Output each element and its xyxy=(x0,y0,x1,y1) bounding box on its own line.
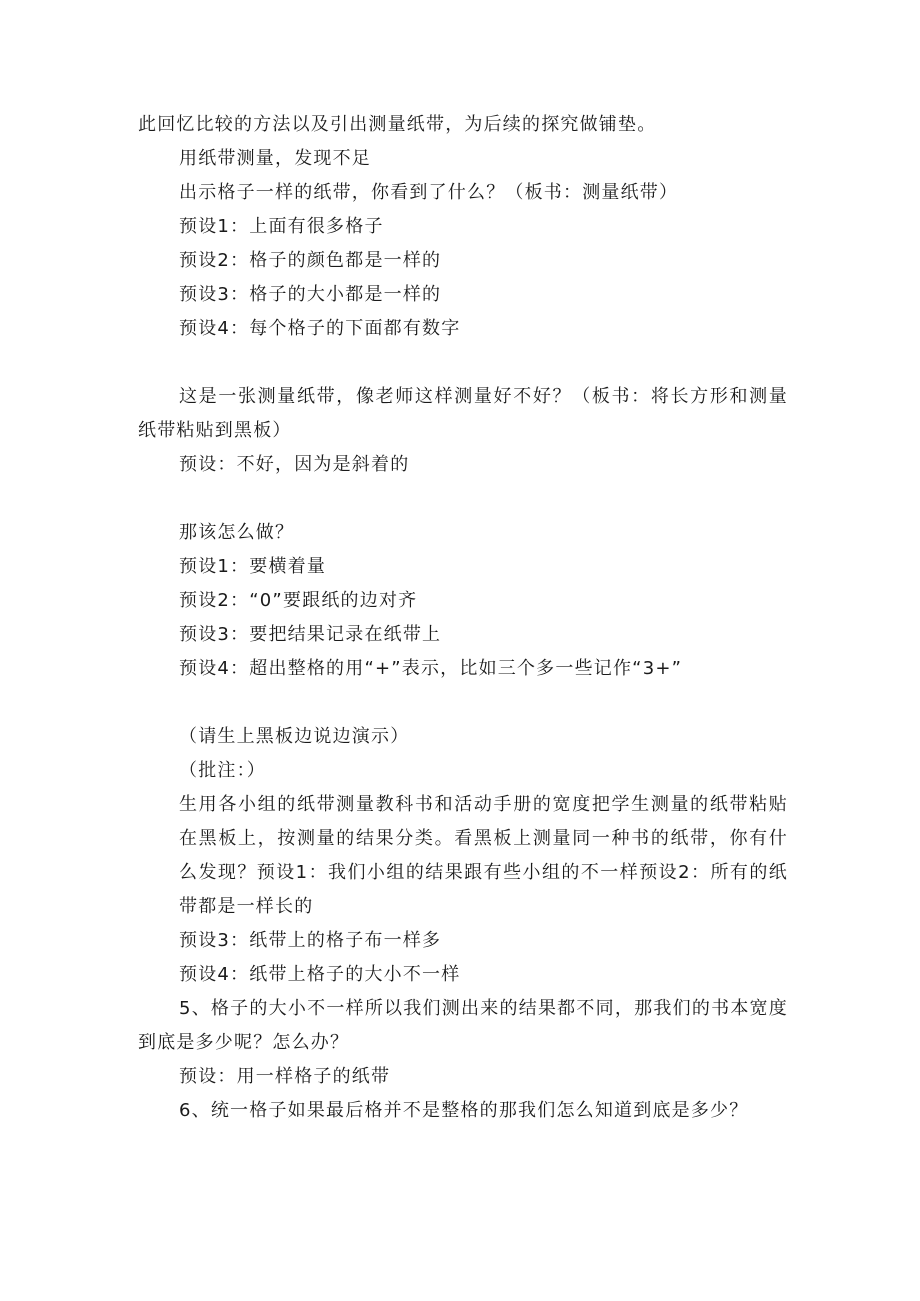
text-paragraph: 这是一张测量纸带，像老师这样测量好不好？（板书：将长方形和测量纸带粘贴到黑板） xyxy=(138,386,788,441)
text-line: 用纸带测量，发现不足 xyxy=(179,148,371,169)
text-line: 预设4：超出整格的用“+”表示，比如三个多一些记作“3+” xyxy=(179,658,683,679)
text-line: 预设：不好，因为是斜着的 xyxy=(179,454,410,475)
text-line: 预设2：格子的颜色都是一样的 xyxy=(179,250,442,271)
text-line: 6、统一格子如果最后格并不是整格的那我们怎么知道到底是多少？ xyxy=(179,1100,749,1121)
document-body xyxy=(138,108,788,1128)
paragraph-gap xyxy=(138,482,788,516)
text-paragraph: 生用各小组的纸带测量教科书和活动手册的宽度把学生测量的纸带粘贴在黑板上，按测量的结果分类。看黑板上测量同一种书的纸带，你有什么发现？预设1：我们小组的结果跟有些小组的不一样预设2：所有的纸带都是一样长的 xyxy=(179,794,788,917)
text-line: 那该怎么做？ xyxy=(179,522,295,543)
text-line: （请生上黑板边说边演示） xyxy=(179,726,410,747)
paragraph-gap xyxy=(138,686,788,720)
text-line: 预设4：每个格子的下面都有数字 xyxy=(179,318,461,339)
text-line: 预设4：纸带上格子的大小不一样 xyxy=(179,964,461,985)
text-line: （批注：） xyxy=(179,760,266,781)
paragraph-gap xyxy=(138,346,788,380)
text-line: 预设3：要把结果记录在纸带上 xyxy=(179,624,442,645)
text-line: 此回忆比较的方法以及引出测量纸带，为后续的探究做铺垫。 xyxy=(138,114,657,135)
text-paragraph: 5、格子的大小不一样所以我们测出来的结果都不同，那我们的书本宽度到底是多少呢？怎么办？ xyxy=(138,998,788,1053)
text-line: 预设3：格子的大小都是一样的 xyxy=(179,284,442,305)
text-line: 预设：用一样格子的纸带 xyxy=(179,1066,391,1087)
text-line: 预设3：纸带上的格子布一样多 xyxy=(179,930,442,951)
text-line: 预设1：要横着量 xyxy=(179,556,327,577)
text-line: 预设2：“0”要跟纸的边对齐 xyxy=(179,590,418,611)
text-line: 出示格子一样的纸带，你看到了什么？（板书：测量纸带） xyxy=(179,182,679,203)
text-line: 预设1：上面有很多格子 xyxy=(179,216,384,237)
